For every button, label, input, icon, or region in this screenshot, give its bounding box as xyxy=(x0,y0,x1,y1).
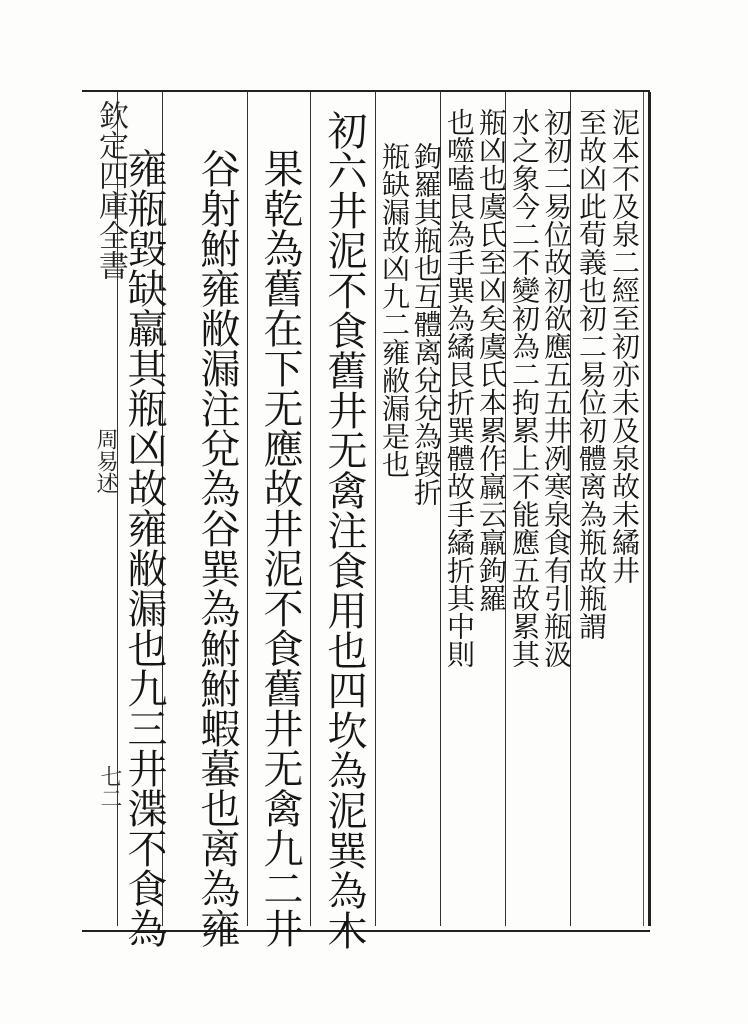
text-column: 果乾為舊在下无應故井泥不食舊井无禽九二井 xyxy=(257,148,303,948)
text-column: 雍瓶毀缺羸其瓶凶故雍敝漏也九三井渫不食為 xyxy=(121,148,167,948)
text-column: 瓶缺漏故凶九二雍敝漏是也 xyxy=(378,142,411,478)
text-column: 鉤羅其瓶也互體离兌兌為毀折 xyxy=(410,142,443,506)
text-column: 初初二易位故初欲應五五井冽寒泉食有引瓶汲 xyxy=(540,108,573,668)
column-rule xyxy=(247,92,248,926)
book-title-margin: 欽定四庫全書 xyxy=(93,100,128,280)
section-title-margin: 周易述 xyxy=(93,428,118,494)
page-frame-right-border xyxy=(643,92,651,926)
text-column: 瓶凶也虞氏至凶矣虞氏本累作羸云羸鉤羅 xyxy=(475,108,508,612)
text-column: 也噬嗑艮為手巽為繘艮折巽體故手繘折其中則 xyxy=(443,108,476,668)
column-rule xyxy=(310,92,311,926)
text-column: 水之象今二不變初為二拘累上不能應五故累其 xyxy=(508,108,541,668)
text-column: 泥本不及泉二經至初亦未及泉故未繘井 xyxy=(608,108,641,584)
column-rule xyxy=(375,92,376,926)
folio-number: 七二 xyxy=(97,765,122,809)
text-column: 至故凶此荀義也初二易位初體离為瓶故瓶謂 xyxy=(575,108,608,640)
text-column: 谷射鮒雍敝漏注兌為谷巽為鮒鮒蝦蟇也离為雍 xyxy=(194,148,240,948)
text-column: 初六井泥不食舊井无禽注食用也四坎為泥巽為木 xyxy=(321,110,367,950)
